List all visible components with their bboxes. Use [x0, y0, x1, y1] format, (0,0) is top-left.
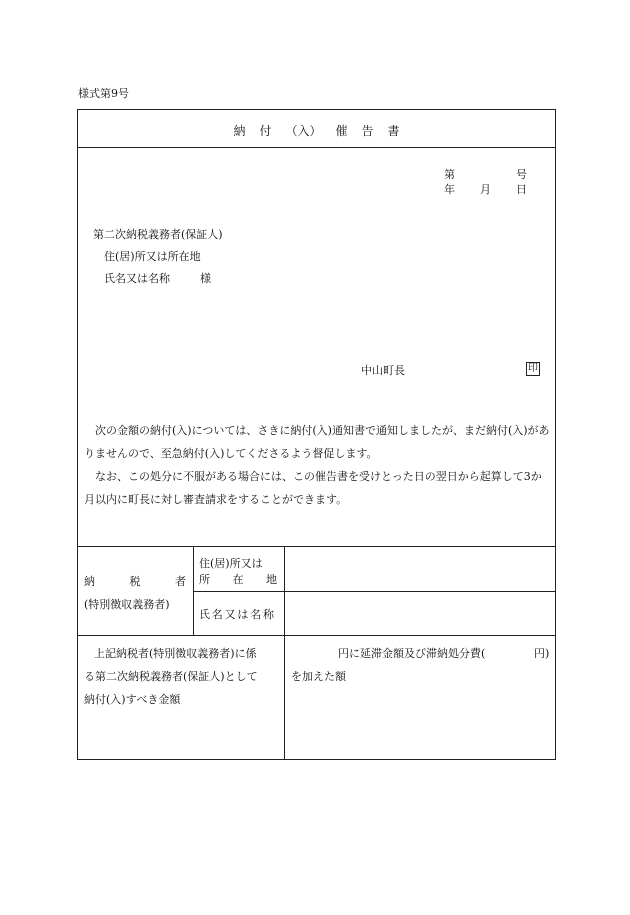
- title-char: 告: [361, 124, 374, 138]
- address-char: 所: [199, 573, 210, 586]
- document-title: [77, 122, 556, 139]
- body-paragraph-2: なお、この処分に不服がある場合には、この催告書を受けとった日の翌日から起算して3か月以内に町長に対し審査請求をすることができます。: [84, 470, 542, 506]
- table-section-divider: [77, 635, 556, 636]
- issuer-title: 中山町長: [361, 364, 405, 377]
- address-field-label-line1: 住(居)所又は: [199, 557, 263, 570]
- amount-text-line1: 円に延滞金額及び滞納処分費(: [338, 647, 486, 660]
- addressee-address-label: 住(居)所又は所在地: [104, 250, 201, 263]
- addressee-role: 第二次納税義務者(保証人): [93, 228, 223, 241]
- taxpayer-label: [84, 573, 186, 589]
- date-year: 年: [444, 183, 455, 196]
- seal-stamp: 印: [528, 363, 538, 374]
- address-field-label-line2: [199, 571, 277, 587]
- doc-number-dai: 第: [444, 168, 455, 181]
- amount-label-line1: 上記納税者(特別徴収義務者)に係: [94, 647, 257, 660]
- amount-label-line3: 納付(入)すべき金額: [84, 693, 181, 706]
- table-col-divider-2: [284, 546, 285, 760]
- taxpayer-char: 税: [129, 575, 141, 588]
- amount-label-line2: る第二次納税義務者(保証人)として: [84, 670, 258, 683]
- table-top-border: [77, 546, 556, 547]
- title-char: 付: [259, 124, 272, 138]
- title-char: 書: [387, 124, 400, 138]
- name-field-label: 氏名又は名称: [199, 608, 276, 621]
- amount-text-line2: を加えた額: [291, 670, 346, 683]
- doc-number-go: 号: [516, 168, 527, 181]
- title-char: （入）: [285, 124, 322, 138]
- addressee-honorific: 様: [200, 272, 211, 285]
- table-row-divider: [193, 591, 556, 592]
- addressee-name-label: 氏名又は名称: [104, 272, 170, 285]
- date-day: 日: [516, 183, 527, 196]
- form-number: 様式第9号: [78, 87, 129, 100]
- body-paragraph-1: 次の金額の納付(入)については、さきに納付(入)通知書で通知しましたが、まだ納付(入)がありませんので、至急納付(入)してくださるよう督促します。: [84, 424, 550, 460]
- date-month: 月: [480, 183, 491, 196]
- taxpayer-sublabel: (特別徴収義務者): [84, 598, 170, 611]
- title-char: 納: [233, 124, 246, 138]
- address-char: 在: [232, 573, 244, 586]
- title-divider: [77, 147, 556, 148]
- address-char: 地: [266, 573, 277, 586]
- title-char: 催: [335, 124, 348, 138]
- amount-text-unit: 円): [534, 647, 550, 660]
- taxpayer-char: 者: [175, 575, 186, 588]
- taxpayer-char: 納: [84, 575, 95, 588]
